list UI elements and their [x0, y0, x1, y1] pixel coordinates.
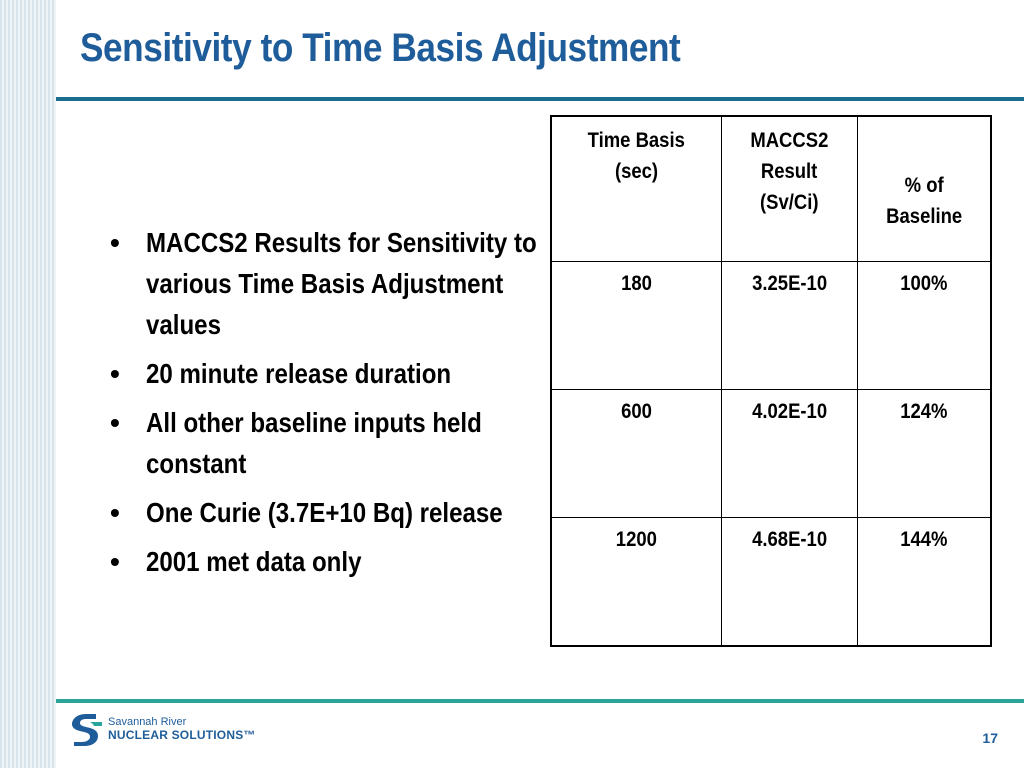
- cell-time-basis: 1200: [551, 518, 721, 647]
- header-time-basis: Time Basis (sec): [551, 116, 721, 262]
- table-row: [551, 390, 991, 518]
- title-divider: [56, 97, 1024, 101]
- bullet-dot-icon: •: [110, 227, 120, 258]
- bullet-dot-icon: •: [110, 358, 120, 389]
- table-row: [551, 262, 991, 390]
- bullet-dot-icon: •: [110, 546, 120, 577]
- decorative-left-stripe: [0, 0, 56, 768]
- cell-result: 4.02E-10: [721, 390, 857, 518]
- cell-percent: 100%: [857, 262, 991, 390]
- header-percent-baseline: % of Baseline: [857, 116, 991, 262]
- bullet-dot-icon: •: [110, 407, 120, 438]
- bullet-item: • All other baseline inputs held constant: [106, 402, 526, 484]
- cell-percent: 144%: [857, 518, 991, 647]
- bullet-dot-icon: •: [110, 497, 120, 528]
- cell-result: 3.25E-10: [721, 262, 857, 390]
- logo-text: Savannah River NUCLEAR SOLUTIONS™: [108, 716, 256, 742]
- results-table: [550, 115, 992, 647]
- header-maccs2-result: MACCS2 Result (Sv/Ci): [721, 116, 857, 262]
- bullet-list: [106, 222, 537, 590]
- table-row: [551, 518, 991, 647]
- page-number: 17: [982, 730, 998, 746]
- cell-time-basis: 600: [551, 390, 721, 518]
- bullet-item: • One Curie (3.7E+10 Bq) release: [106, 492, 526, 533]
- slide-title: Sensitivity to Time Basis Adjustment: [80, 26, 681, 70]
- table-header-row: [551, 116, 991, 262]
- cell-time-basis: 180: [551, 262, 721, 390]
- cell-percent: 124%: [857, 390, 991, 518]
- bullet-item: • 20 minute release duration: [106, 353, 526, 394]
- bullet-item: • 2001 met data only: [106, 541, 526, 582]
- company-logo: [68, 712, 268, 752]
- bullet-item: • MACCS2 Results for Sensitivity to various Time Basis Adjustment values: [106, 222, 526, 345]
- cell-result: 4.68E-10: [721, 518, 857, 647]
- logo-mark-icon: [68, 712, 104, 748]
- footer-divider: [56, 699, 1024, 703]
